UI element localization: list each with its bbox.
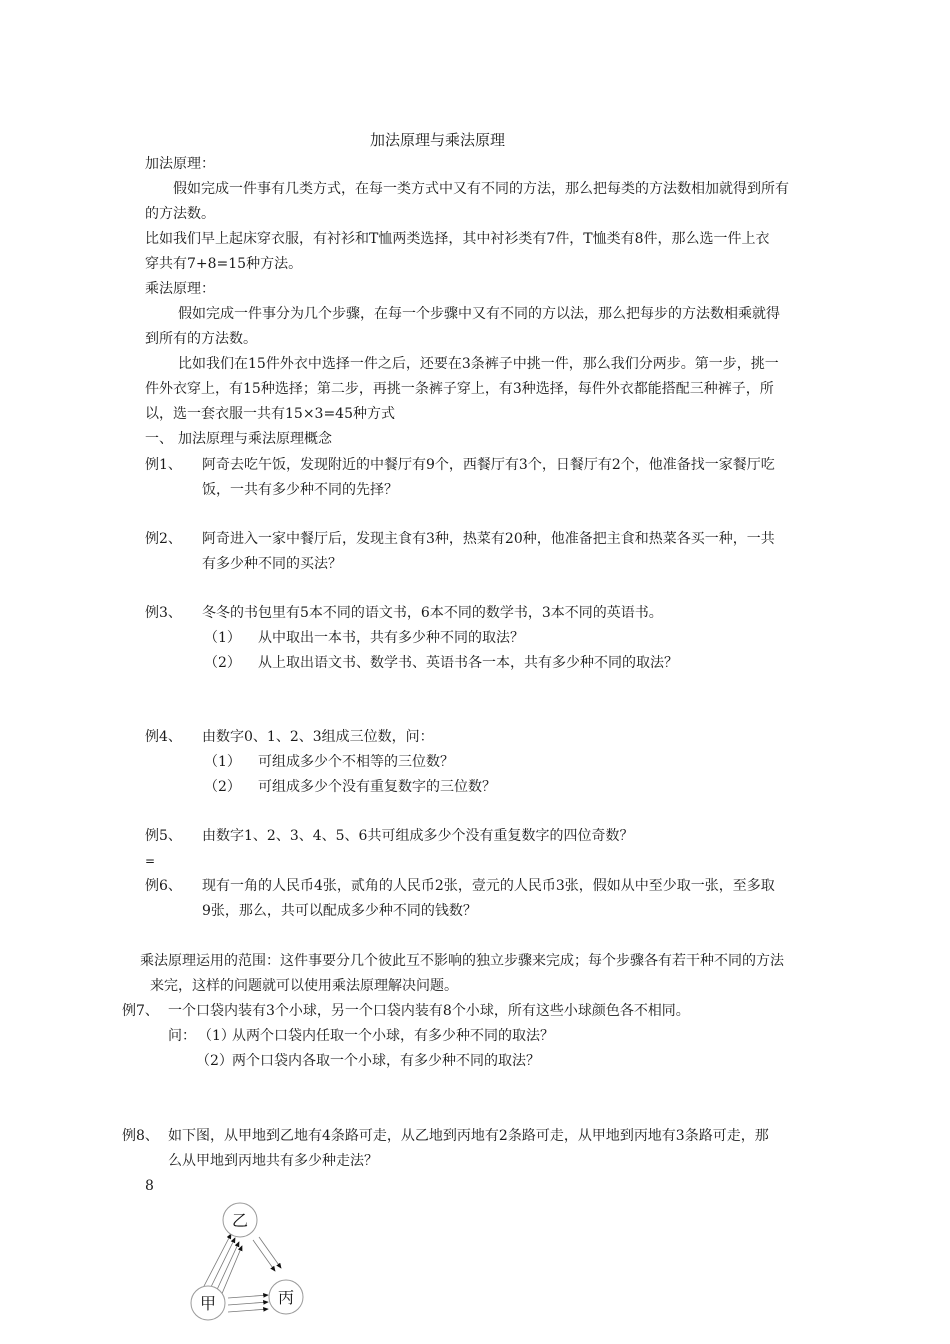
node-b-label: 乙 <box>231 1211 249 1230</box>
road-a-c-1 <box>228 1295 268 1298</box>
example2-line2: 有多少种不同的买法？ <box>202 556 342 572</box>
multiplication-scope-line1: 乘法原理运用的范围：这件事要分几个彼此互不影响的独立步骤来完成；每个步骤各有若干种不同的方法 <box>140 953 784 969</box>
example6-line1: 现有一角的人民币4张，贰角的人民币2张，壹元的人民币3张，假如从中至少取一张，至多取 <box>202 878 775 894</box>
example7-sub1-number: （1） <box>198 1028 235 1044</box>
node-a-label: 甲 <box>199 1294 217 1313</box>
multiplication-definition-line2: 到所有的方法数。 <box>145 331 257 347</box>
example7-sub2-number: （2） <box>196 1053 233 1069</box>
addition-example-line1: 比如我们早上起床穿衣服，有衬衫和T恤两类选择，其中衬衫类有7件，T恤类有8件，那么选一件上衣 <box>145 231 770 247</box>
example7-ask: 问： <box>168 1028 196 1044</box>
multiplication-example-line1: 比如我们在15件外衣中选择一件之后，还要在3条裤子中挑一件，那么我们分两步。第一步，挑一 <box>178 356 779 372</box>
example1-label: 例1、 <box>145 457 182 473</box>
example3-sub1: 从中取出一本书，共有多少种不同的取法？ <box>258 630 524 646</box>
example4-sub2: 可组成多少个没有重复数字的三位数？ <box>258 779 496 795</box>
example3-sub2-number: （2） <box>204 655 241 671</box>
addition-definition-line1: 假如完成一件事有几类方式，在每一类方式中又有不同的方法，那么把每类的方法数相加就得到所有 <box>173 181 789 197</box>
example5-label: 例5、 <box>145 828 182 844</box>
example3-sub2: 从上取出语文书、数学书、英语书各一本，共有多少种不同的取法？ <box>258 655 678 671</box>
roads-b-to-c <box>253 1237 281 1271</box>
node-c-label: 丙 <box>277 1288 295 1307</box>
roads-a-to-c <box>228 1295 268 1312</box>
route-diagram <box>180 1195 320 1335</box>
example6-label: 例6、 <box>145 878 182 894</box>
example4-line1: 由数字0、1、2、3组成三位数，问： <box>202 729 434 745</box>
example3-sub1-number: （1） <box>204 630 241 646</box>
page-title: 加法原理与乘法原理 <box>370 131 506 149</box>
addition-heading: 加法原理： <box>145 156 215 172</box>
example4-sub2-number: （2） <box>204 779 241 795</box>
example3-label: 例3、 <box>145 605 182 621</box>
road-a-c-3 <box>228 1309 268 1312</box>
example8-line2: 么从甲地到丙地共有多少种走法？ <box>168 1153 378 1169</box>
road-a-b-2 <box>209 1238 235 1291</box>
road-a-b-4 <box>221 1246 242 1296</box>
road-a-c-2 <box>228 1302 268 1305</box>
example8-label: 例8、 <box>122 1128 159 1144</box>
example2-label: 例2、 <box>145 531 182 547</box>
road-a-b-1 <box>203 1234 231 1288</box>
example1-line1: 阿奇去吃午饭，发现附近的中餐厅有9个，西餐厅有3个，日餐厅有2个，他准备找一家餐厅吃 <box>202 457 775 473</box>
example2-line1: 阿奇进入一家中餐厅后，发现主食有3种，热菜有20种，他准备把主食和热菜各买一种，一共 <box>202 531 775 547</box>
example3-line1: 冬冬的书包里有5本不同的语文书，6本不同的数学书，3本不同的英语书。 <box>202 605 663 621</box>
stray-equals-mark: = <box>145 854 156 868</box>
figure-label: 8 <box>145 1178 154 1194</box>
addition-definition-line2: 的方法数。 <box>145 206 215 222</box>
example8-line1: 如下图，从甲地到乙地有4条路可走，从乙地到丙地有2条路可走，从甲地到丙地有3条路可走，那 <box>168 1128 769 1144</box>
multiplication-example-line2: 件外衣穿上，有15种选择；第二步，再挑一条裤子穿上，有3种选择，每件外衣都能搭配三种裤子，所 <box>145 381 774 397</box>
example6-line2: 9张，那么，共可以配成多少种不同的钱数？ <box>202 903 477 919</box>
road-a-b-3 <box>215 1242 239 1294</box>
multiplication-heading: 乘法原理： <box>145 281 215 297</box>
example4-sub1: 可组成多少个不相等的三位数？ <box>258 754 454 770</box>
example7-label: 例7、 <box>122 1003 159 1019</box>
section-title: 加法原理与乘法原理概念 <box>178 431 332 447</box>
example1-line2: 饭，一共有多少种不同的先择？ <box>202 482 398 498</box>
example4-sub1-number: （1） <box>204 754 241 770</box>
multiplication-scope-line2: 来完，这样的问题就可以使用乘法原理解决问题。 <box>150 978 458 994</box>
section-number: 一、 <box>145 431 173 447</box>
example4-label: 例4、 <box>145 729 182 745</box>
example7-sub2: 两个口袋内各取一个小球，有多少种不同的取法？ <box>232 1053 540 1069</box>
multiplication-definition-line1: 假如完成一件事分为几个步骤，在每一个步骤中又有不同的方以法，那么把每步的方法数相乘就得 <box>178 306 780 322</box>
example5-line1: 由数字1、2、3、4、5、6共可组成多少个没有重复数字的四位奇数？ <box>202 828 634 844</box>
addition-example-line2: 穿共有7+8=15种方法。 <box>145 256 303 272</box>
example7-sub1: 从两个口袋内任取一个小球，有多少种不同的取法？ <box>232 1028 554 1044</box>
example7-line1: 一个口袋内装有3个小球，另一个口袋内装有8个小球，所有这些小球颜色各不相同。 <box>168 1003 690 1019</box>
multiplication-example-line3: 以，选一套衣服一共有15×3=45种方式 <box>145 406 395 422</box>
